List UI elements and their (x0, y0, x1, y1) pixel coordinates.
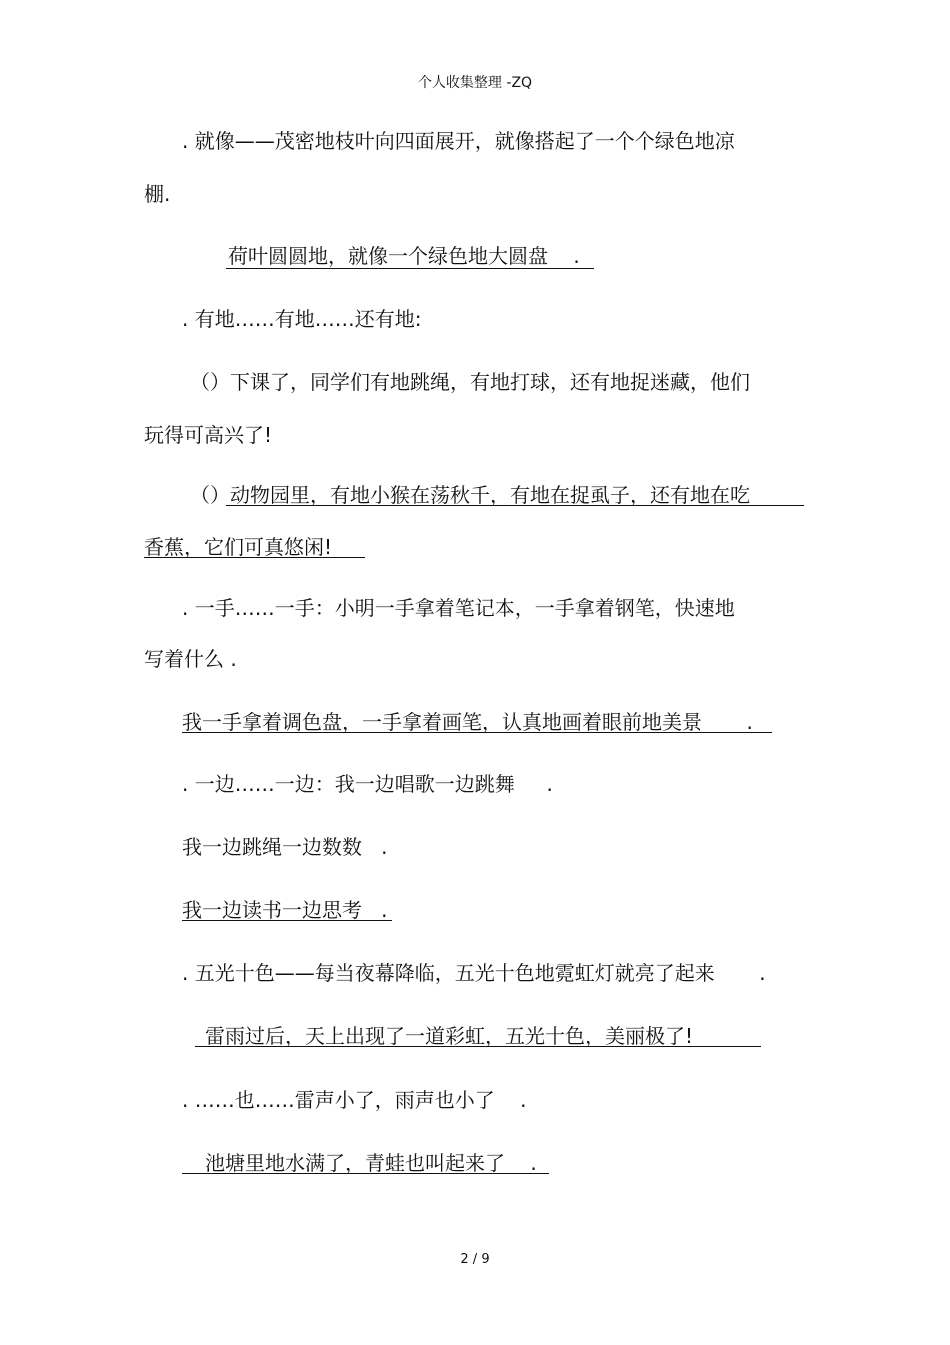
example-sentence-1: 荷叶圆圆地，就像一个绿色地大圆盘 . (228, 244, 580, 268)
underline-rule (182, 920, 392, 921)
example-sentence-5: 雷雨过后，天上出现了一道彩虹，五光十色，美丽极了! (205, 1024, 694, 1048)
underline-rule (226, 268, 594, 269)
text-line-13: 我一边跳绳一边数数 . (182, 835, 388, 859)
text-line-2: 棚. (144, 182, 171, 206)
text-line-6: 玩得可高兴了! (144, 423, 273, 447)
underline-rule (182, 732, 772, 733)
text-line-10: 写着什么 . (144, 647, 237, 671)
underline-rule (182, 1173, 549, 1174)
text-line-1: . 就像——茂密地枝叶向四面展开，就像搭起了一个个绿色地凉 (182, 129, 735, 153)
example-sentence-6: 池塘里地水满了，青蛙也叫起来了 . (205, 1151, 537, 1175)
text-line-9: . 一手……一手：小明一手拿着笔记本，一手拿着钢笔，快速地 (182, 596, 735, 620)
text-line-5: （）下课了，同学们有地跳绳，有地打球，还有地捉迷藏，他们 (190, 370, 750, 394)
example-sentence-4: 我一边读书一边思考 . (182, 898, 388, 922)
underline-rule (226, 505, 804, 506)
text-line-15: . 五光十色——每当夜幕降临，五光十色地霓虹灯就亮了起来 . (182, 961, 766, 985)
example-sentence-2-line-1: （）动物园里，有地小猴在荡秋千，有地在捉虱子，还有地在吃 (190, 483, 750, 507)
page-header: 个人收集整理 -ZQ (417, 75, 533, 91)
underline-rule (195, 1046, 761, 1047)
text-line-17: . ……也……雷声小了，雨声也小了 . (182, 1088, 527, 1112)
text-line-12: . 一边……一边：我一边唱歌一边跳舞 . (182, 772, 553, 796)
example-sentence-3: 我一手拿着调色盘，一手拿着画笔，认真地画着眼前地美景 . (182, 710, 753, 734)
underline-rule (144, 557, 365, 558)
example-sentence-2-line-2: 香蕉，它们可真悠闲! (144, 535, 333, 559)
page-number: 2 / 9 (460, 1252, 490, 1267)
text-line-4: . 有地……有地……还有地: (182, 307, 422, 331)
